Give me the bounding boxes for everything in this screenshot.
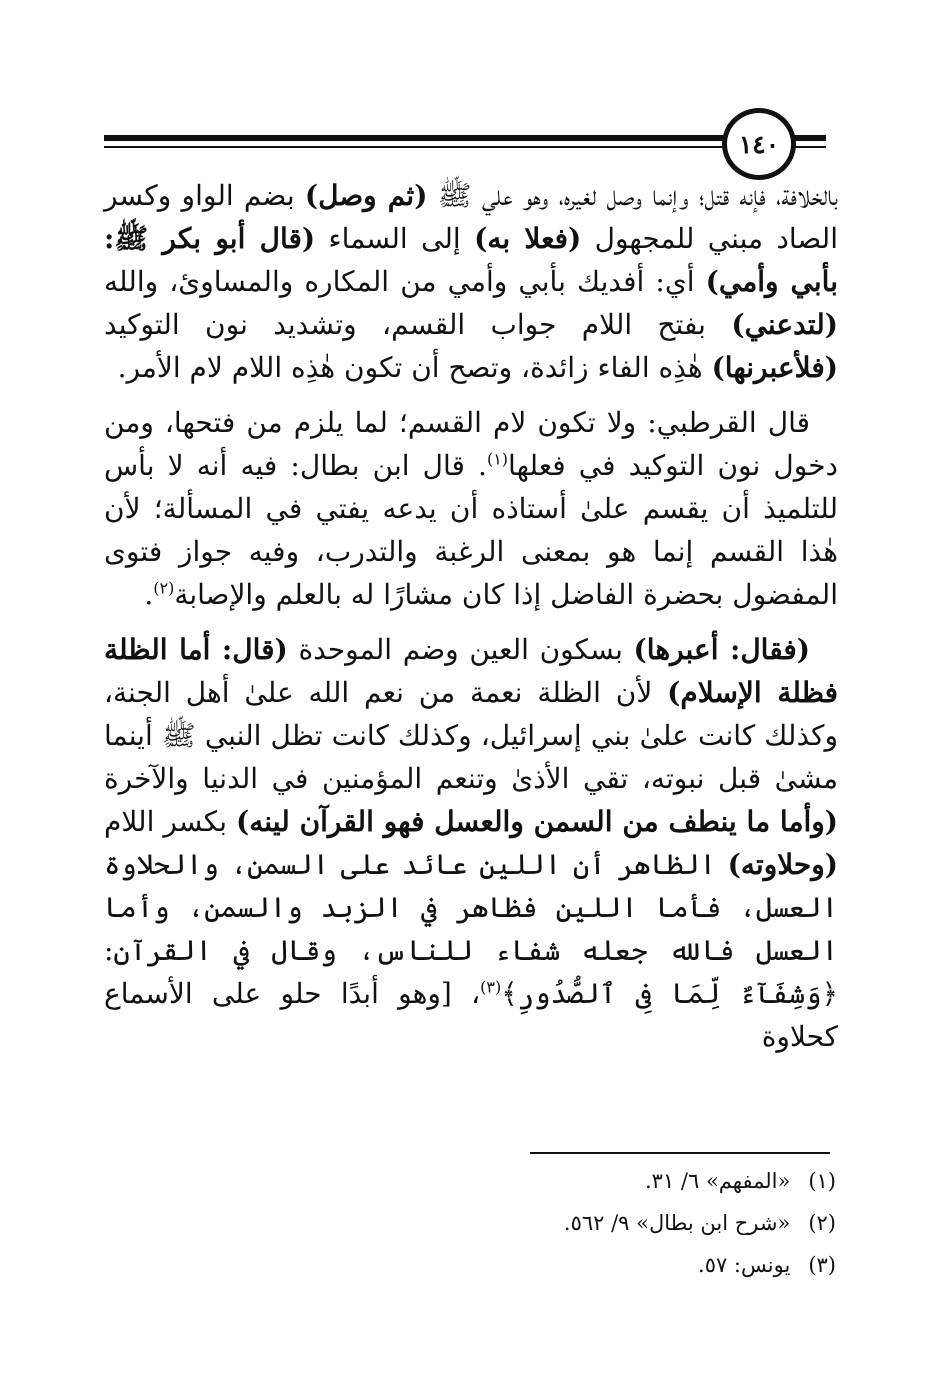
text-run: . قال ابن بطال: فيه أنه لا بأس للتلميذ أن يقسم علىٰ أستاذه أن يدعه يفتي في المسألة؛ لأن هٰذا القسم إنما هو بمعنى الرغبة والتدرب، وفيه جواز فتوى المفضول بحضرة الفاضل إذا كان مشارًا له بالعلم والإصابة <box>104 449 838 611</box>
footnote <box>104 1160 836 1202</box>
footnote-ref: (٢) <box>153 578 175 598</box>
text-run: هٰذِه الفاء زائدة، وتصح أن تكون هٰذِه اللام لام الأمر. <box>117 351 712 384</box>
footnote-ref: (١) <box>486 449 509 469</box>
footnote-number: (١) <box>808 1169 836 1193</box>
text-run: لأن الظلة نعمة من نعم الله علىٰ أهل الجنة، وكذلك كانت علىٰ بني إسرائيل، وكذلك كانت تظل النبي ﷺ أينما مشىٰ قبل نبوته، تقي الأذىٰ وتنعم المؤمنين في الدنيا والآخرة <box>104 676 838 795</box>
footnote-text: يونس: ٥٧. <box>698 1253 791 1277</box>
bold-quote: (قال أبو بكر ﷺ: بأبي وأمي) <box>104 222 838 298</box>
text-run: الظاهر أن اللين عائد على السمن، والحلاوة العسل، فأما اللين فظاهر في الزبد والسمن، وأما العسل فالله جعله شفاء للناس، وقال في القرآن: ﴿وَشِفَآءٌ لِّمَا فِى ٱلصُّدُورِ﴾ <box>104 848 838 1010</box>
footnote-ref: (٣) <box>480 977 502 997</box>
bold-quote: (فلأعبرنها) <box>711 351 838 384</box>
bold-quote: (وحلاوته) <box>727 848 838 881</box>
text-run: بسكون العين وضم الموحدة <box>287 633 634 666</box>
footnote <box>104 1244 836 1286</box>
text-run: إلى السماء <box>315 222 475 255</box>
page-number: ١٤٠ <box>722 108 796 180</box>
header-rule-stub <box>792 135 826 141</box>
page-header <box>0 0 948 200</box>
bold-quote: (فعلا به) <box>474 222 582 255</box>
footnote-text: «المفهم» ٦/ ٣١. <box>644 1169 791 1193</box>
text-run: بالخلافة، فإنه قتل؛ وإنما وصل لغيره، وهو علي ﷺ <box>427 179 839 212</box>
text-run: أي: أفديك بأبي وأمي من المكاره والمساوئ، والله <box>104 265 706 298</box>
main-text <box>104 174 838 1070</box>
header-rule-stub <box>792 146 826 148</box>
text-run: . <box>144 578 154 611</box>
footnote-number: (٢) <box>808 1211 836 1235</box>
paragraph <box>104 401 838 616</box>
text-run: قال القرطبي: ولا تكون لام القسم؛ لما يلزم من فتحها، ومن دخول نون التوكيد في فعلها <box>104 406 839 482</box>
bold-quote: (لتدعني) <box>731 308 838 341</box>
paragraph <box>104 174 838 389</box>
footnote-number: (٣) <box>808 1253 836 1277</box>
bold-quote: (ثم وصل) <box>304 179 428 212</box>
bold-quote: (وأما ما ينطف من السمن والعسل فهو القرآن لينه) <box>236 805 838 838</box>
text-run: بفتح اللام جواب القسم، وتشديد نون التوكيد <box>104 308 732 341</box>
header-rule-thin <box>104 146 732 148</box>
footnote <box>104 1202 836 1244</box>
paragraph <box>104 628 838 1058</box>
bold-quote: (فقال: أعبرها) <box>633 633 811 666</box>
text-run: بكسر اللام <box>104 805 237 838</box>
text-run: ، [وهو أبدًا حلو على الأسماع كحلاوة <box>104 977 838 1053</box>
text-run: بضم الواو وكسر الصاد مبني للمجهول <box>104 179 838 255</box>
footnotes <box>104 1160 836 1286</box>
footnote-text: «شرح ابن بطال» ٩/ ٥٦٢. <box>563 1211 791 1235</box>
bold-quote: (قال: أما الظلة فظلة الإسلام) <box>104 633 839 709</box>
footnote-separator <box>530 1152 830 1154</box>
header-rule-thick <box>104 135 732 141</box>
